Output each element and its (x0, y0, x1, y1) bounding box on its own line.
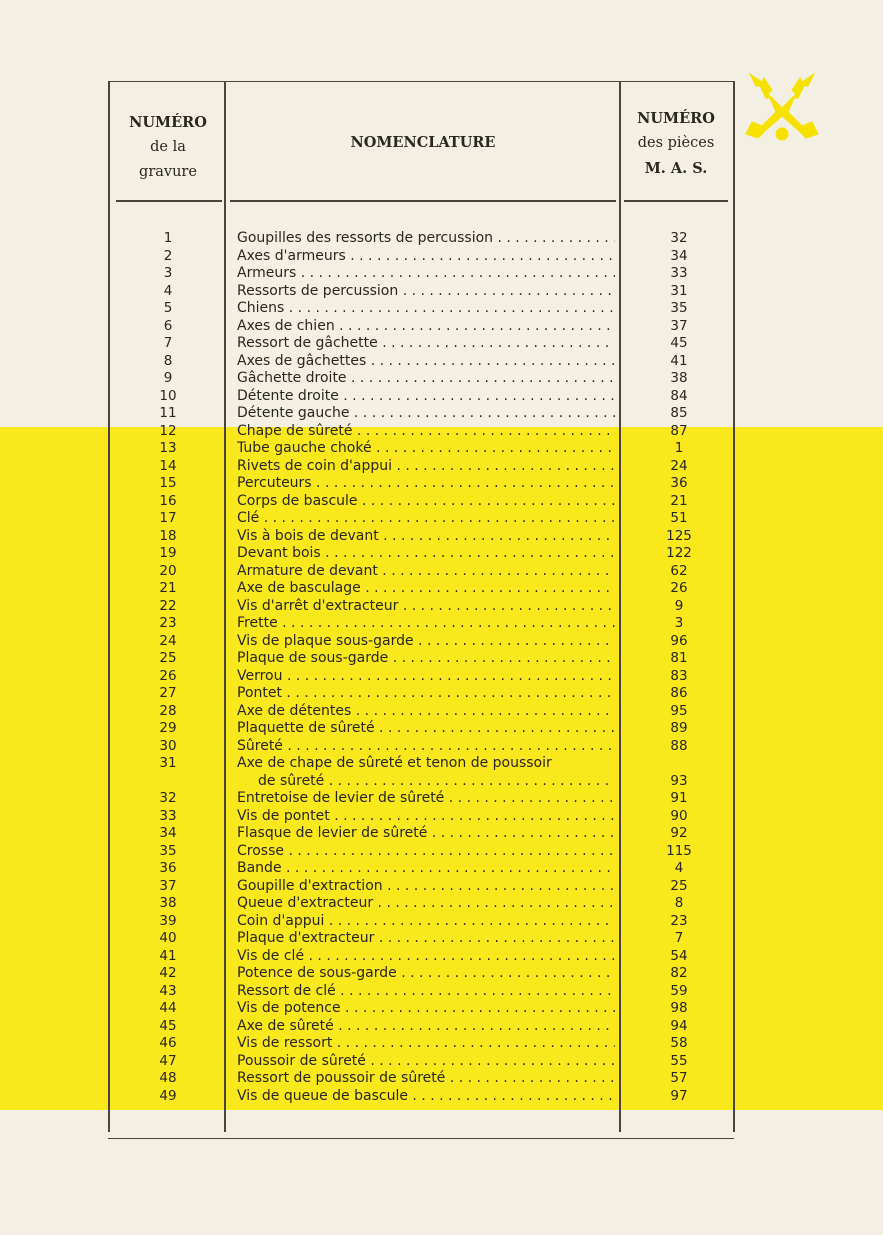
part-name: Vis de potence . . . (237, 1000, 615, 1018)
table-row (0, 300, 883, 318)
header-mas-number (622, 106, 730, 181)
part-name: Queue d'extracteur . . . (237, 895, 615, 913)
table-row (0, 1070, 883, 1088)
mas-part-number: 37 (670, 317, 688, 334)
gravure-number: 37 (159, 877, 177, 894)
header-line: des pièces (637, 135, 715, 151)
table-row (0, 755, 883, 790)
table-row (0, 283, 883, 301)
mas-part-number: 54 (670, 947, 688, 964)
part-name: Vis de pontet . . . (237, 808, 615, 826)
part-name: Chape de sûreté . . . (237, 423, 615, 441)
part-name: Bande . . . (237, 860, 615, 878)
part-name: Ressort de clé . . . (237, 983, 615, 1001)
header-gravure-number (112, 110, 224, 185)
table-row (0, 528, 883, 546)
mas-part-number: 86 (670, 685, 688, 701)
gravure-number: 48 (159, 1070, 177, 1086)
gravure-number: 17 (159, 510, 177, 526)
gravure-number: 34 (159, 825, 177, 841)
mas-part-number: 25 (670, 877, 688, 894)
part-name: Vis de ressort . . . (237, 1035, 615, 1053)
table-row (0, 405, 883, 423)
mas-part-number: 84 (670, 387, 688, 404)
gravure-number: 35 (159, 842, 177, 859)
table-row (0, 335, 883, 353)
mas-part-number: 26 (670, 580, 688, 596)
gravure-number: 26 (159, 667, 177, 684)
table-row (0, 860, 883, 878)
table-row (0, 615, 883, 633)
header-line: gravure (139, 164, 197, 180)
mas-part-number: 35 (670, 300, 688, 316)
mas-part-number: 82 (670, 965, 688, 981)
mas-part-number: 58 (670, 1035, 688, 1051)
header-line: M. A. S. (644, 160, 708, 177)
mas-part-number: 38 (670, 370, 688, 386)
mas-part-number: 59 (670, 982, 688, 999)
header-line: de la (150, 139, 186, 155)
table-row (0, 703, 883, 721)
gravure-number: 47 (159, 1052, 177, 1069)
gravure-number: 29 (159, 720, 177, 736)
mas-part-number: 90 (670, 807, 688, 824)
part-name: Ressorts de percussion . . . (237, 283, 615, 301)
part-name: Goupille d'extraction . . . (237, 878, 615, 896)
part-name: Vis à bois de devant . . . (237, 528, 615, 546)
gravure-number: 24 (159, 632, 177, 649)
gravure-number: 43 (159, 982, 177, 999)
part-name: Frette . . . (237, 615, 615, 633)
gravure-number: 45 (159, 1017, 177, 1034)
header-nomenclature: NOMENCLATURE (350, 134, 496, 151)
table-row (0, 370, 883, 388)
table-row (0, 458, 883, 476)
gravure-number: 16 (159, 492, 177, 509)
table-row (0, 930, 883, 948)
gravure-number: 41 (159, 947, 177, 964)
gravure-number: 2 (163, 247, 173, 264)
gravure-number: 5 (163, 300, 173, 316)
header-line: NUMÉRO (129, 114, 207, 131)
part-name: Crosse . . . (237, 843, 615, 861)
mas-part-number: 23 (670, 912, 688, 929)
table-row (0, 668, 883, 686)
gravure-number: 10 (159, 387, 177, 404)
mas-part-number: 36 (670, 475, 688, 491)
mas-part-number: 9 (674, 597, 684, 614)
part-name: Plaquette de sûreté . . . (237, 720, 615, 738)
mas-part-number: 81 (670, 650, 688, 666)
header-rule (624, 200, 728, 202)
mas-part-number: 8 (674, 895, 684, 911)
table-row (0, 825, 883, 843)
table-row (0, 563, 883, 581)
part-name: Axes d'armeurs . . . (237, 248, 615, 266)
gravure-number: 46 (159, 1035, 177, 1051)
table-row (0, 475, 883, 493)
gravure-number: 38 (159, 895, 177, 911)
table-row (0, 510, 883, 528)
table-row (0, 1000, 883, 1018)
part-name: Devant bois . . . (237, 545, 615, 563)
table-row (0, 248, 883, 266)
mas-part-number: 94 (670, 1017, 688, 1034)
gravure-number: 32 (159, 790, 177, 806)
table-row (0, 808, 883, 826)
gravure-number: 20 (159, 562, 177, 579)
table-row (0, 265, 883, 283)
part-name: Vis de plaque sous-garde . . . (237, 633, 615, 651)
mas-part-number: 91 (670, 790, 688, 806)
part-name: Chiens . . . (237, 300, 615, 318)
part-name: Percuteurs . . . (237, 475, 615, 493)
part-name: Entretoise de levier de sûreté . . . (237, 790, 615, 808)
table-row (0, 440, 883, 458)
gravure-number: 4 (163, 282, 173, 299)
part-name: Rivets de coin d'appui . . . (237, 458, 615, 476)
table-row (0, 685, 883, 703)
part-name: Gâchette droite . . . (237, 370, 615, 388)
gravure-number: 19 (159, 545, 177, 561)
mas-part-number: 41 (670, 352, 688, 369)
table-row (0, 895, 883, 913)
part-name: Vis d'arrêt d'extracteur . . . (237, 598, 615, 616)
gravure-number: 44 (159, 1000, 177, 1016)
mas-part-number: 55 (670, 1052, 688, 1069)
part-name: Coin d'appui . . . (237, 913, 615, 931)
header-rule (230, 200, 616, 202)
mas-part-number: 57 (670, 1070, 688, 1086)
gravure-number: 14 (159, 457, 177, 474)
gravure-number: 36 (159, 860, 177, 876)
mas-part-number: 21 (670, 492, 688, 509)
table-row (0, 948, 883, 966)
table-row (0, 493, 883, 511)
mas-part-number: 93 (670, 772, 688, 789)
part-name: Axes de gâchettes . . . (237, 353, 615, 371)
table-row (0, 983, 883, 1001)
mas-part-number: 3 (674, 615, 684, 631)
part-name: Poussoir de sûreté . . . (237, 1053, 615, 1071)
mas-part-number: 1 (674, 440, 684, 456)
table-row (0, 545, 883, 563)
mas-part-number: 33 (670, 265, 688, 281)
mas-part-number: 96 (670, 632, 688, 649)
mas-part-number: 115 (666, 842, 692, 859)
gravure-number: 23 (159, 615, 177, 631)
mas-part-number: 88 (670, 737, 688, 754)
table-row (0, 423, 883, 441)
table-row (0, 965, 883, 983)
table-row (0, 1018, 883, 1036)
part-name: Axes de chien . . . (237, 318, 615, 336)
table-row (0, 650, 883, 668)
gravure-number: 3 (163, 265, 173, 281)
mas-part-number: 7 (674, 930, 684, 946)
mas-part-number: 89 (670, 720, 688, 736)
mas-part-number: 98 (670, 1000, 688, 1016)
mas-part-number: 31 (670, 282, 688, 299)
part-name: Vis de clé . . . (237, 948, 615, 966)
table-row (0, 388, 883, 406)
gravure-number: 30 (159, 737, 177, 754)
mas-part-number: 45 (670, 335, 688, 351)
part-name: Ressort de poussoir de sûreté . . . (237, 1070, 615, 1088)
table-row (0, 790, 883, 808)
part-name: Axe de basculage . . . (237, 580, 615, 598)
table-row (0, 878, 883, 896)
gravure-number: 13 (159, 440, 177, 456)
part-name: Potence de sous-garde . . . (237, 965, 615, 983)
gravure-number: 27 (159, 685, 177, 701)
part-name: Armeurs . . . (237, 265, 615, 283)
part-name: Ressort de gâchette . . . (237, 335, 615, 353)
gravure-number: 7 (163, 335, 173, 351)
table-row (0, 1053, 883, 1071)
part-name: Axe de détentes . . . (237, 703, 615, 721)
gravure-number: 42 (159, 965, 177, 981)
part-name: Clé . . . (237, 510, 615, 528)
table-row (0, 353, 883, 371)
gravure-number: 12 (159, 422, 177, 439)
table-row (0, 720, 883, 738)
mas-part-number: 85 (670, 405, 688, 421)
part-name: Détente gauche . . . (237, 405, 615, 423)
part-name: Sûreté . . . (237, 738, 615, 756)
part-name-continued: de sûreté . . . (258, 773, 615, 791)
gravure-number: 39 (159, 912, 177, 929)
gravure-number: 25 (159, 650, 177, 666)
part-name: Détente droite . . . (237, 388, 615, 406)
gravure-number: 49 (159, 1087, 177, 1104)
table-row (0, 913, 883, 931)
table-row (0, 598, 883, 616)
gravure-number: 22 (159, 597, 177, 614)
part-name: Vis de queue de bascule . . . (237, 1088, 615, 1106)
mas-part-number: 95 (670, 702, 688, 719)
part-name: Axe de sûreté . . . (237, 1018, 615, 1036)
mas-part-number: 122 (666, 545, 692, 561)
gravure-number: 6 (163, 317, 173, 334)
part-name: Plaque d'extracteur . . . (237, 930, 615, 948)
mas-part-number: 87 (670, 422, 688, 439)
part-name: Tube gauche choké . . . (237, 440, 615, 458)
mas-part-number: 97 (670, 1087, 688, 1104)
gravure-number: 33 (159, 807, 177, 824)
part-name: Verrou . . . (237, 668, 615, 686)
mas-part-number: 62 (670, 562, 688, 579)
mas-part-number: 32 (670, 230, 688, 246)
table-row (0, 633, 883, 651)
table-row (0, 738, 883, 756)
mas-part-number: 51 (670, 510, 688, 526)
mas-part-number: 92 (670, 825, 688, 841)
table-row (0, 230, 883, 248)
gravure-number: 40 (159, 930, 177, 946)
header-rule (116, 200, 222, 202)
mas-part-number: 4 (674, 860, 684, 876)
gravure-number: 8 (163, 352, 173, 369)
table-row (0, 318, 883, 336)
mas-part-number: 34 (670, 247, 688, 264)
part-name: Plaque de sous-garde . . . (237, 650, 615, 668)
part-name: Corps de bascule . . . (237, 493, 615, 511)
table-row (0, 1088, 883, 1106)
table-row (0, 580, 883, 598)
part-name: Axe de chape de sûreté et tenon de poussoir (237, 755, 552, 771)
crossed-rifles-emblem-icon (742, 68, 822, 148)
mas-part-number: 83 (670, 667, 688, 684)
part-name: Pontet . . . (237, 685, 615, 703)
gravure-number: 21 (159, 580, 177, 596)
table-row (0, 1035, 883, 1053)
mas-part-number: 125 (666, 527, 692, 544)
gravure-number: 28 (159, 702, 177, 719)
part-name: Flasque de levier de sûreté . . . (237, 825, 615, 843)
header-line: NUMÉRO (637, 110, 715, 127)
gravure-number: 11 (159, 405, 177, 421)
table-row (0, 843, 883, 861)
gravure-number: 31 (159, 755, 177, 771)
mas-part-number: 24 (670, 457, 688, 474)
gravure-number: 9 (163, 370, 173, 386)
gravure-number: 15 (159, 475, 177, 491)
gravure-number: 18 (159, 527, 177, 544)
part-name: Goupilles des ressorts de percussion . . . (237, 230, 615, 248)
part-name: Armature de devant . . . (237, 563, 615, 581)
gravure-number: 1 (163, 230, 173, 246)
